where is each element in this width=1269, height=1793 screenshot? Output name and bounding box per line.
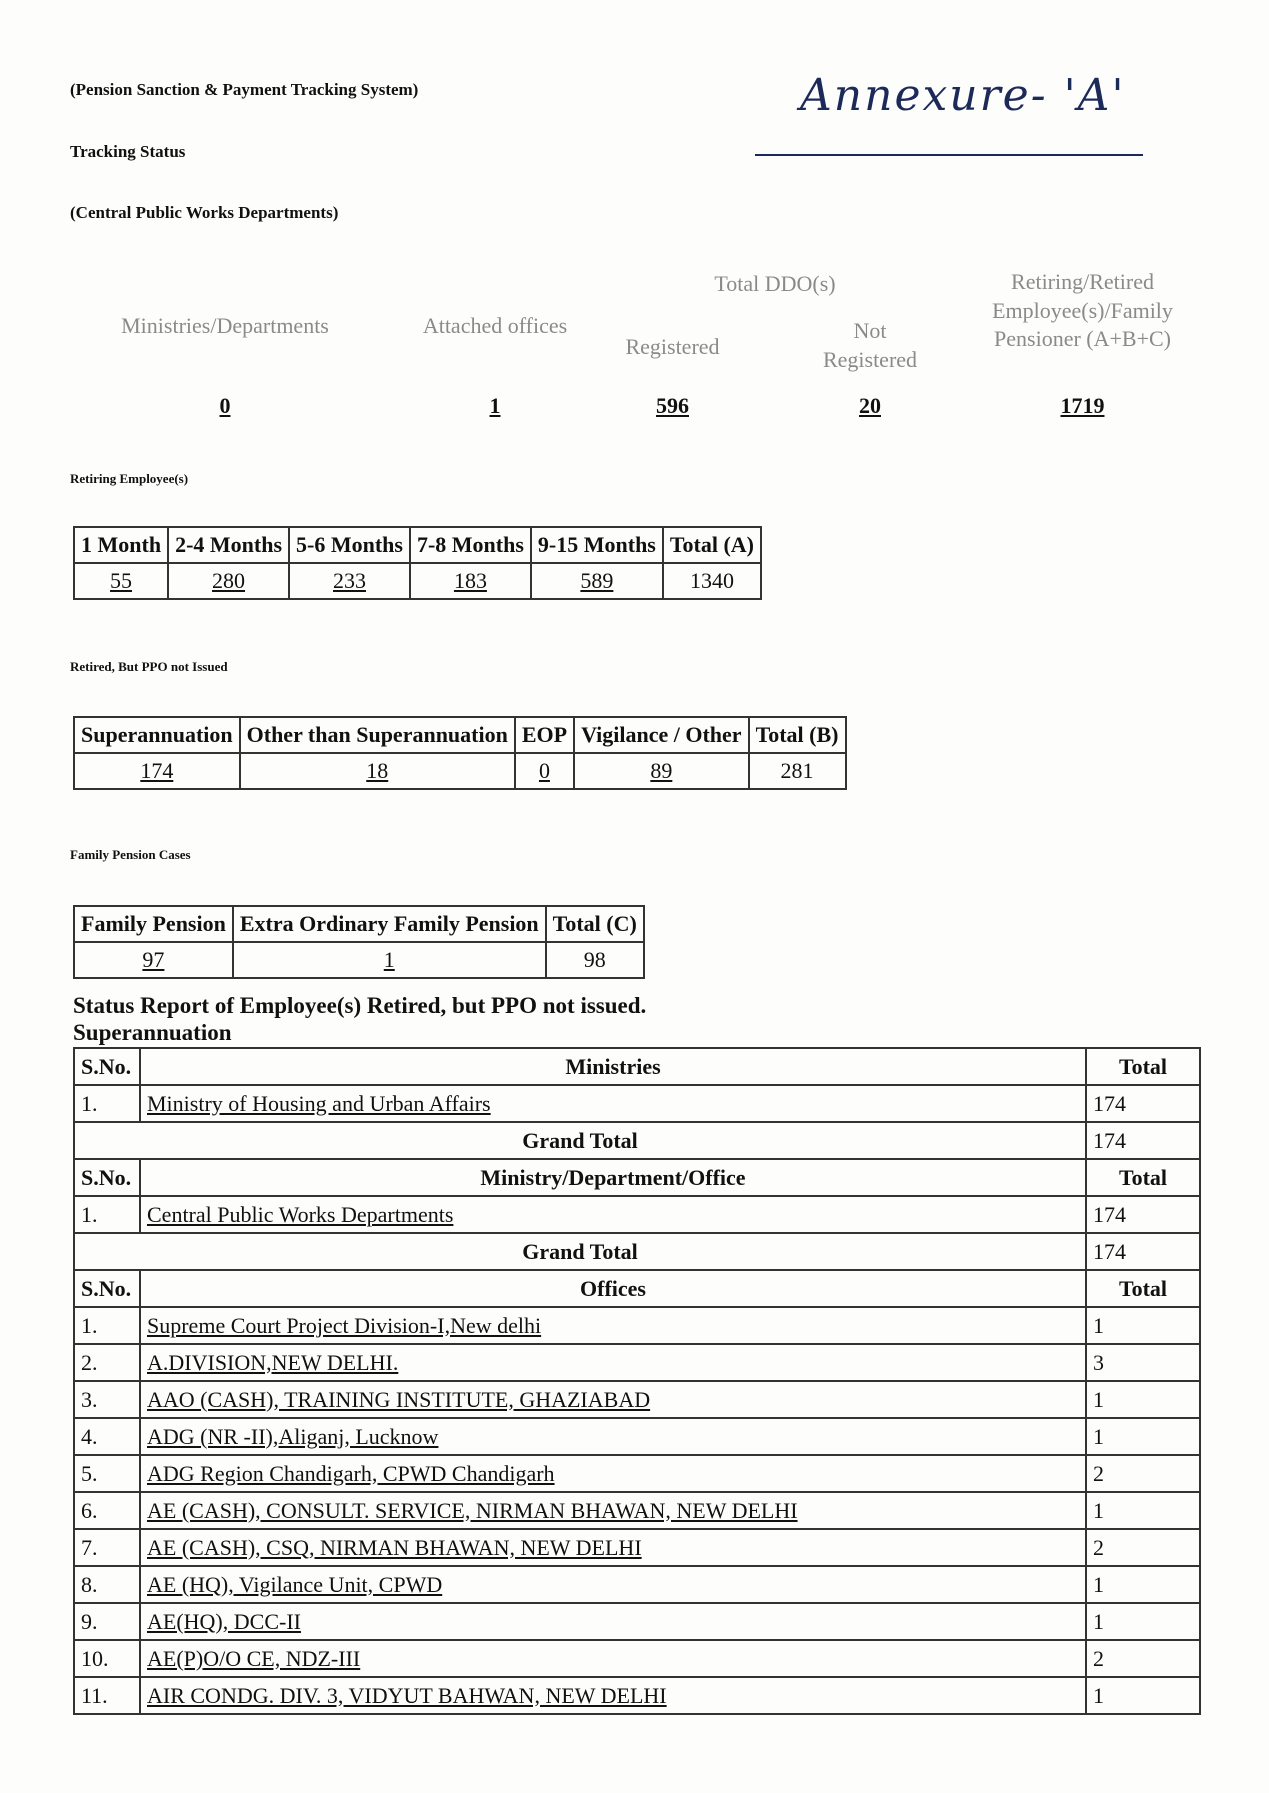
grand-total-value: 174: [1086, 1233, 1200, 1270]
table-row: [74, 1492, 1200, 1529]
row-total: 1: [1086, 1603, 1200, 1640]
row-total: 1: [1086, 1418, 1200, 1455]
family-pension-table: [73, 905, 645, 979]
total-header: Total: [1086, 1048, 1200, 1085]
val-total-c: 98: [546, 942, 644, 978]
row-sno: 1.: [74, 1196, 140, 1233]
table-header-row: [74, 527, 761, 563]
table-row: [74, 1381, 1200, 1418]
attached-offices-value[interactable]: 1: [489, 393, 501, 418]
row-sno: 11.: [74, 1677, 140, 1714]
row-total: 1: [1086, 1566, 1200, 1603]
row-sno: 1.: [74, 1085, 140, 1122]
row-name-link[interactable]: AE(HQ), DCC-II: [140, 1603, 1086, 1640]
ministries-label: Ministries/Departments: [121, 313, 329, 338]
sno-header: S.No.: [74, 1048, 140, 1085]
table-header-row: [74, 717, 846, 753]
department-title: (Central Public Works Departments): [70, 203, 339, 222]
row-name-link[interactable]: AIR CONDG. DIV. 3, VIDYUT BAHWAN, NEW DELHI: [140, 1677, 1086, 1714]
col-1-month: 1 Month: [74, 527, 168, 563]
retiring-retired-label: Retiring/Retired Employee(s)/Family Pensioner (A+B+C): [992, 269, 1173, 352]
status-report-title: Status Report of Employee(s) Retired, but PPO not issued.: [73, 993, 647, 1018]
val-vigilance-other-link[interactable]: 89: [574, 753, 749, 789]
grand-total-value: 174: [1086, 1122, 1200, 1159]
sno-header: S.No.: [74, 1270, 140, 1307]
row-name-link[interactable]: AE (CASH), CSQ, NIRMAN BHAWAN, NEW DELHI: [140, 1529, 1086, 1566]
attached-offices-label: Attached offices: [422, 313, 568, 338]
section-header: Ministry/Department/Office: [140, 1159, 1086, 1196]
val-5-6-months-link[interactable]: 233: [289, 563, 410, 599]
row-total: 1: [1086, 1381, 1200, 1418]
row-total: 2: [1086, 1455, 1200, 1492]
row-sno: 2.: [74, 1344, 140, 1381]
col-superannuation: Superannuation: [74, 717, 240, 753]
col-total-c: Total (C): [546, 906, 644, 942]
grand-total-row: [74, 1233, 1200, 1270]
table-row: [74, 1640, 1200, 1677]
annexure-underline: [755, 154, 1143, 156]
family-pension-title: Family Pension Cases: [70, 847, 191, 862]
col-2-4-months: 2-4 Months: [168, 527, 289, 563]
table-row: [74, 1677, 1200, 1714]
section-header: Offices: [140, 1270, 1086, 1307]
status-header-row: [74, 1159, 1200, 1196]
row-total: 174: [1086, 1085, 1200, 1122]
col-other-than-superannuation: Other than Superannuation: [240, 717, 515, 753]
row-total: 2: [1086, 1640, 1200, 1677]
retired-ppo-table: [73, 716, 847, 790]
row-sno: 10.: [74, 1640, 140, 1677]
row-sno: 8.: [74, 1566, 140, 1603]
row-name-link[interactable]: AE(P)O/O CE, NDZ-III: [140, 1640, 1086, 1677]
row-sno: 7.: [74, 1529, 140, 1566]
row-total: 1: [1086, 1677, 1200, 1714]
table-row: [74, 1418, 1200, 1455]
col-9-15-months: 9-15 Months: [531, 527, 663, 563]
table-row: [74, 1196, 1200, 1233]
col-5-6-months: 5-6 Months: [289, 527, 410, 563]
val-other-than-superannuation-link[interactable]: 18: [240, 753, 515, 789]
row-name-link[interactable]: AAO (CASH), TRAINING INSTITUTE, GHAZIABAD: [140, 1381, 1086, 1418]
row-name-link[interactable]: A.DIVISION,NEW DELHI.: [140, 1344, 1086, 1381]
status-report-table: [73, 1047, 1201, 1715]
row-name-link[interactable]: ADG (NR -II),Aliganj, Lucknow: [140, 1418, 1086, 1455]
retiring-retired-value[interactable]: 1719: [1060, 393, 1105, 418]
row-sno: 1.: [74, 1307, 140, 1344]
row-sno: 5.: [74, 1455, 140, 1492]
val-family-pension-link[interactable]: 97: [74, 942, 233, 978]
table-row: [74, 1529, 1200, 1566]
table-row: [74, 1566, 1200, 1603]
grand-total-row: [74, 1122, 1200, 1159]
table-row: [74, 563, 761, 599]
row-name-link[interactable]: AE (CASH), CONSULT. SERVICE, NIRMAN BHAWAN, NEW DELHI: [140, 1492, 1086, 1529]
table-row: [74, 942, 644, 978]
table-row: [74, 1085, 1200, 1122]
table-row: [74, 1307, 1200, 1344]
col-total-a: Total (A): [663, 527, 761, 563]
val-7-8-months-link[interactable]: 183: [410, 563, 531, 599]
col-vigilance-other: Vigilance / Other: [574, 717, 749, 753]
val-1-month-link[interactable]: 55: [74, 563, 168, 599]
table-row: [74, 1455, 1200, 1492]
total-header: Total: [1086, 1159, 1200, 1196]
row-total: 1: [1086, 1492, 1200, 1529]
val-total-a: 1340: [663, 563, 761, 599]
row-name-link[interactable]: ADG Region Chandigarh, CPWD Chandigarh: [140, 1455, 1086, 1492]
status-report-subtitle: Superannuation: [73, 1020, 232, 1045]
system-title: (Pension Sanction & Payment Tracking System): [70, 80, 419, 99]
row-total: 2: [1086, 1529, 1200, 1566]
val-9-15-months-link[interactable]: 589: [531, 563, 663, 599]
row-name-link[interactable]: Central Public Works Departments: [140, 1196, 1086, 1233]
not-registered-value[interactable]: 20: [859, 393, 881, 418]
retired-ppo-title: Retired, But PPO not Issued: [70, 659, 228, 674]
row-total: 3: [1086, 1344, 1200, 1381]
col-extra-ordinary-family-pension: Extra Ordinary Family Pension: [233, 906, 546, 942]
status-header-row: [74, 1270, 1200, 1307]
val-total-b: 281: [749, 753, 846, 789]
section-header: Ministries: [140, 1048, 1086, 1085]
row-total: 1: [1086, 1307, 1200, 1344]
not-registered-label: Not Registered: [822, 318, 918, 372]
table-header-row: [74, 906, 644, 942]
annexure-handwritten: Annexure- 'A': [800, 70, 1126, 121]
row-sno: 3.: [74, 1381, 140, 1418]
registered-value[interactable]: 596: [656, 393, 689, 418]
table-row: [74, 753, 846, 789]
ministries-value[interactable]: 0: [219, 393, 231, 418]
status-header-row: [74, 1048, 1200, 1085]
row-sno: 6.: [74, 1492, 140, 1529]
row-total: 174: [1086, 1196, 1200, 1233]
table-row: [74, 1603, 1200, 1640]
col-7-8-months: 7-8 Months: [410, 527, 531, 563]
grand-total-label: Grand Total: [74, 1122, 1086, 1159]
sno-header: S.No.: [74, 1159, 140, 1196]
retiring-employees-table: [73, 526, 762, 600]
total-ddo-label: Total DDO(s): [714, 271, 836, 296]
total-header: Total: [1086, 1270, 1200, 1307]
grand-total-label: Grand Total: [74, 1233, 1086, 1270]
col-family-pension: Family Pension: [74, 906, 233, 942]
table-row: [74, 1344, 1200, 1381]
col-eop: EOP: [515, 717, 574, 753]
row-sno: 9.: [74, 1603, 140, 1640]
retiring-employees-title: Retiring Employee(s): [70, 471, 189, 486]
val-superannuation-link[interactable]: 174: [74, 753, 240, 789]
val-2-4-months-link[interactable]: 280: [168, 563, 289, 599]
row-name-link[interactable]: AE (HQ), Vigilance Unit, CPWD: [140, 1566, 1086, 1603]
val-eop-link[interactable]: 0: [515, 753, 574, 789]
registered-label: Registered: [625, 334, 720, 359]
col-total-b: Total (B): [749, 717, 846, 753]
row-name-link[interactable]: Ministry of Housing and Urban Affairs: [140, 1085, 1086, 1122]
val-extra-ordinary-family-pension-link[interactable]: 1: [233, 942, 546, 978]
row-name-link[interactable]: Supreme Court Project Division-I,New delhi: [140, 1307, 1086, 1344]
row-sno: 4.: [74, 1418, 140, 1455]
tracking-status-title: Tracking Status: [70, 142, 186, 161]
